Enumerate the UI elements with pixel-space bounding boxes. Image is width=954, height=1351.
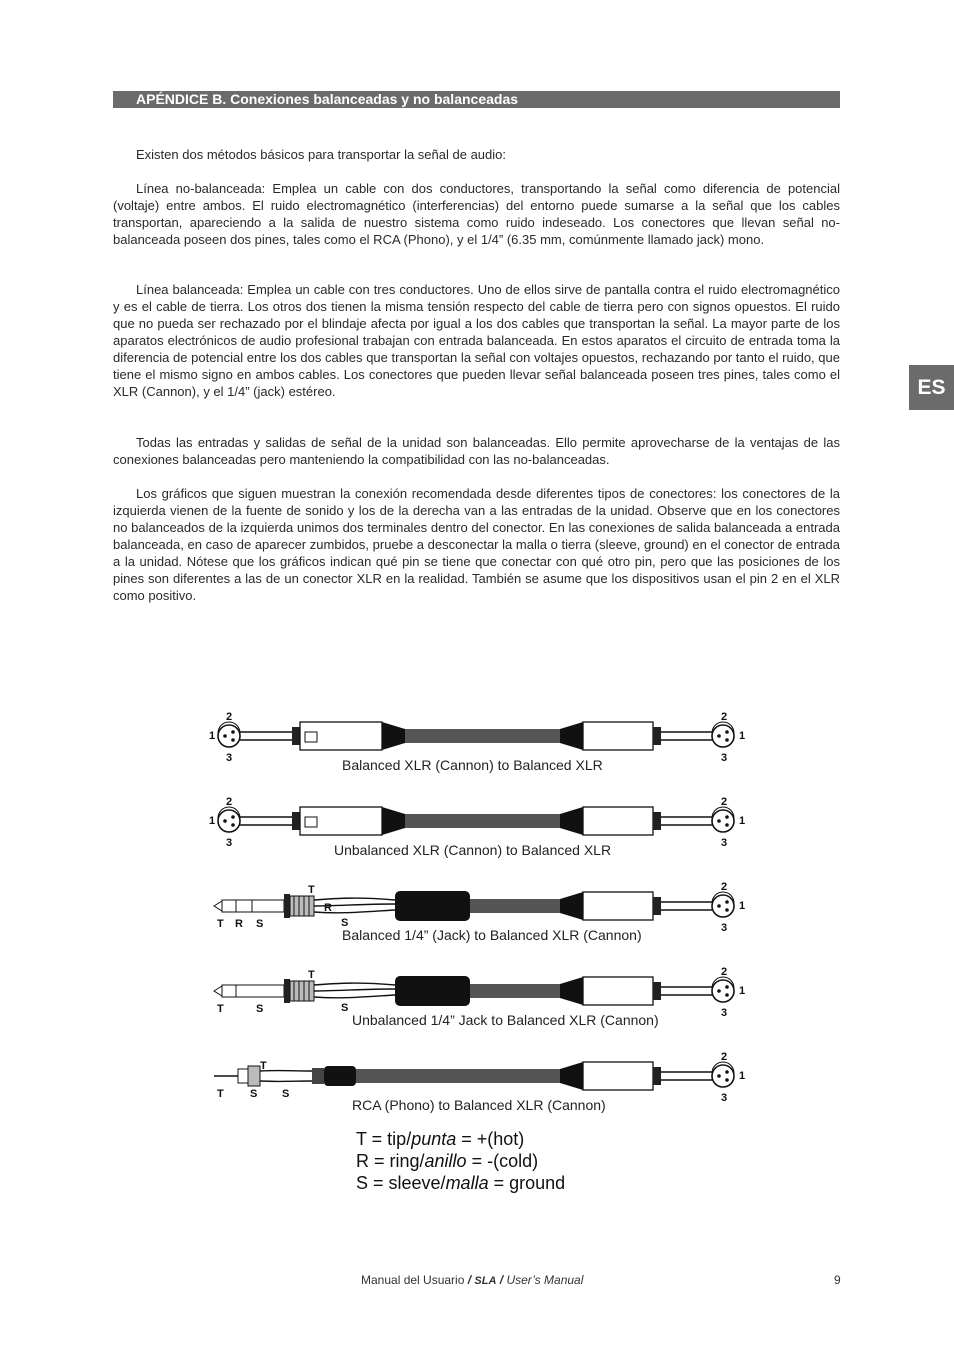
paragraph-unbalanced: Línea no-balanceada: Emplea un cable con dos conductores, transportando la señal como diferencia de potencial (voltaje) entre ambos. El ruido electromagnético (interferencias) del entorno puede sumarse a la señal que los cables transportan, apareciendo a la salida de nuestro sistema como ruido indeseado. Los conectores que llevan señal no-balanceada poseen dos pines, tales como el RCA (Phono), y el 1/4” (6.35 mm, comúnmente llamado jack) mono.: [113, 181, 840, 247]
diagram-caption: RCA (Phono) to Balanced XLR (Cannon): [352, 1097, 606, 1113]
pin-label: 1: [739, 900, 746, 912]
pin-label: T: [217, 1003, 224, 1015]
cable-row-4: [214, 976, 734, 1006]
diagram-caption: Unbalanced 1/4” Jack to Balanced XLR (Cannon): [352, 1012, 659, 1028]
pin-label: S: [256, 1003, 264, 1015]
pin-label: 2: [721, 796, 728, 808]
pin-label: 2: [721, 711, 728, 723]
pin-label: 2: [226, 711, 233, 723]
pin-label: S: [256, 918, 264, 930]
pin-label: 2: [721, 1051, 728, 1063]
pin-label: 2: [226, 796, 233, 808]
paragraph-intro: Existen dos métodos básicos para transportar la señal de audio:: [136, 147, 506, 162]
paragraph-balanced: Línea balanceada: Emplea un cable con tres conductores. Uno de ellos sirve de pantalla contra el ruido electromagnético y es el cable de tierra. Los otros dos tienen la misma tensión respecto del cable de tierra pero con signos opuestos. El ruido que no pueda ser rechazado por el blindaje afecta por igual a los dos cables que transportan la señal. La mayor parte de los aparatos electrónicos de audio profesional trabajan con entrada balanceada. En estos aparatos el circuito de entrada toma la diferencia de potencial entre los dos cables que transportan la señal con voltajes opuestos, rechazando por tanto el ruido, que tiene el mismo signo en ambos cables. Los conectores que pueden llevar señal balanceada poseen tres pines, tales como el XLR (Cannon), y el 1/4” (jack) estéreo.: [113, 282, 840, 399]
cable-row-5: [214, 1062, 734, 1090]
pin-legend: [356, 1128, 565, 1194]
pin-label: S: [250, 1088, 258, 1100]
language-tab-label: ES: [917, 375, 946, 399]
pin-label: 1: [209, 730, 216, 742]
pin-label: R: [235, 918, 243, 930]
pin-label: T: [308, 969, 315, 981]
pin-label: S: [341, 1002, 349, 1014]
pin-label: 1: [739, 815, 746, 827]
pin-label: R: [324, 902, 332, 914]
paragraph-unit-io: Todas las entradas y salidas de señal de la unidad son balanceadas. Ello permite aprovecharse de la ventajas de las conexiones balanceadas pero manteniendo la compatibilidad con las no-balanceadas.: [113, 435, 840, 467]
pin-label: T: [308, 884, 315, 896]
pin-label: T: [217, 1088, 224, 1100]
pin-label: 1: [739, 730, 746, 742]
cable-row-3: [214, 891, 734, 921]
cable-row-1: [218, 722, 734, 750]
legend-row-tip: T = tip/punta = +(hot): [356, 1129, 525, 1149]
pin-label: 3: [721, 837, 728, 849]
section-title: APÉNDICE B. Conexiones balanceadas y no balanceadas: [136, 91, 519, 107]
page-number: 9: [834, 1273, 841, 1287]
pin-label: 2: [721, 881, 728, 893]
pin-label: 2: [721, 966, 728, 978]
xlr-right-icon: [712, 892, 734, 917]
diagram-caption: Unbalanced XLR (Cannon) to Balanced XLR: [334, 842, 612, 858]
pin-label: S: [282, 1088, 290, 1100]
pin-label: 3: [721, 752, 728, 764]
xlr-right-icon: [712, 722, 734, 747]
pin-label: 1: [739, 985, 746, 997]
footer-manual-title: Manual del Usuario / SLA / User’s Manual: [361, 1273, 584, 1287]
diagram-caption: Balanced XLR (Cannon) to Balanced XLR: [342, 757, 603, 773]
legend-row-ring: R = ring/anillo = -(cold): [356, 1151, 539, 1171]
pin-label: 1: [209, 815, 216, 827]
xlr-right-icon: [712, 1062, 734, 1087]
xlr-left-icon: [218, 807, 240, 832]
pin-label: 3: [226, 752, 233, 764]
pin-label: 3: [721, 1092, 728, 1104]
paragraph-graphics: Los gráficos que siguen muestran la conexión recomendada desde diferentes tipos de conectores: los conectores de la izquierda vienen de la fuente de sonido y los de la derecha van a las entradas de la unidad. Observe que en los conectores no balanceados de la izquierda unimos dos terminales dentro del conector. En las conexiones de salida balanceada a entrada balanceada, en caso de aparecer zumbidos, pruebe a desconectar la malla o tierra (sleeve, ground) en el conector de entrada a la unidad. Nótese que los gráficos indican qué pin se tiene que conectar con qué otro pin, pero que las posiciones de los pines son diferentes a las de un conector XLR en la realidad. También se asume que los dispositivos usan el pin 2 en el XLR como positivo.: [113, 486, 840, 603]
pin-label: 3: [721, 922, 728, 934]
xlr-left-icon: [218, 722, 240, 747]
xlr-right-icon: [712, 977, 734, 1002]
xlr-right-icon: [712, 807, 734, 832]
pin-label: S: [341, 917, 349, 929]
pin-label: T: [260, 1060, 267, 1072]
pin-label: 1: [739, 1070, 746, 1082]
cable-row-2: [218, 807, 734, 835]
diagram-caption: Balanced 1/4” (Jack) to Balanced XLR (Cannon): [342, 927, 642, 943]
pin-label: 3: [721, 1007, 728, 1019]
pin-label: 3: [226, 837, 233, 849]
legend-row-sleeve: S = sleeve/malla = ground: [356, 1173, 566, 1193]
pin-label: T: [217, 918, 224, 930]
